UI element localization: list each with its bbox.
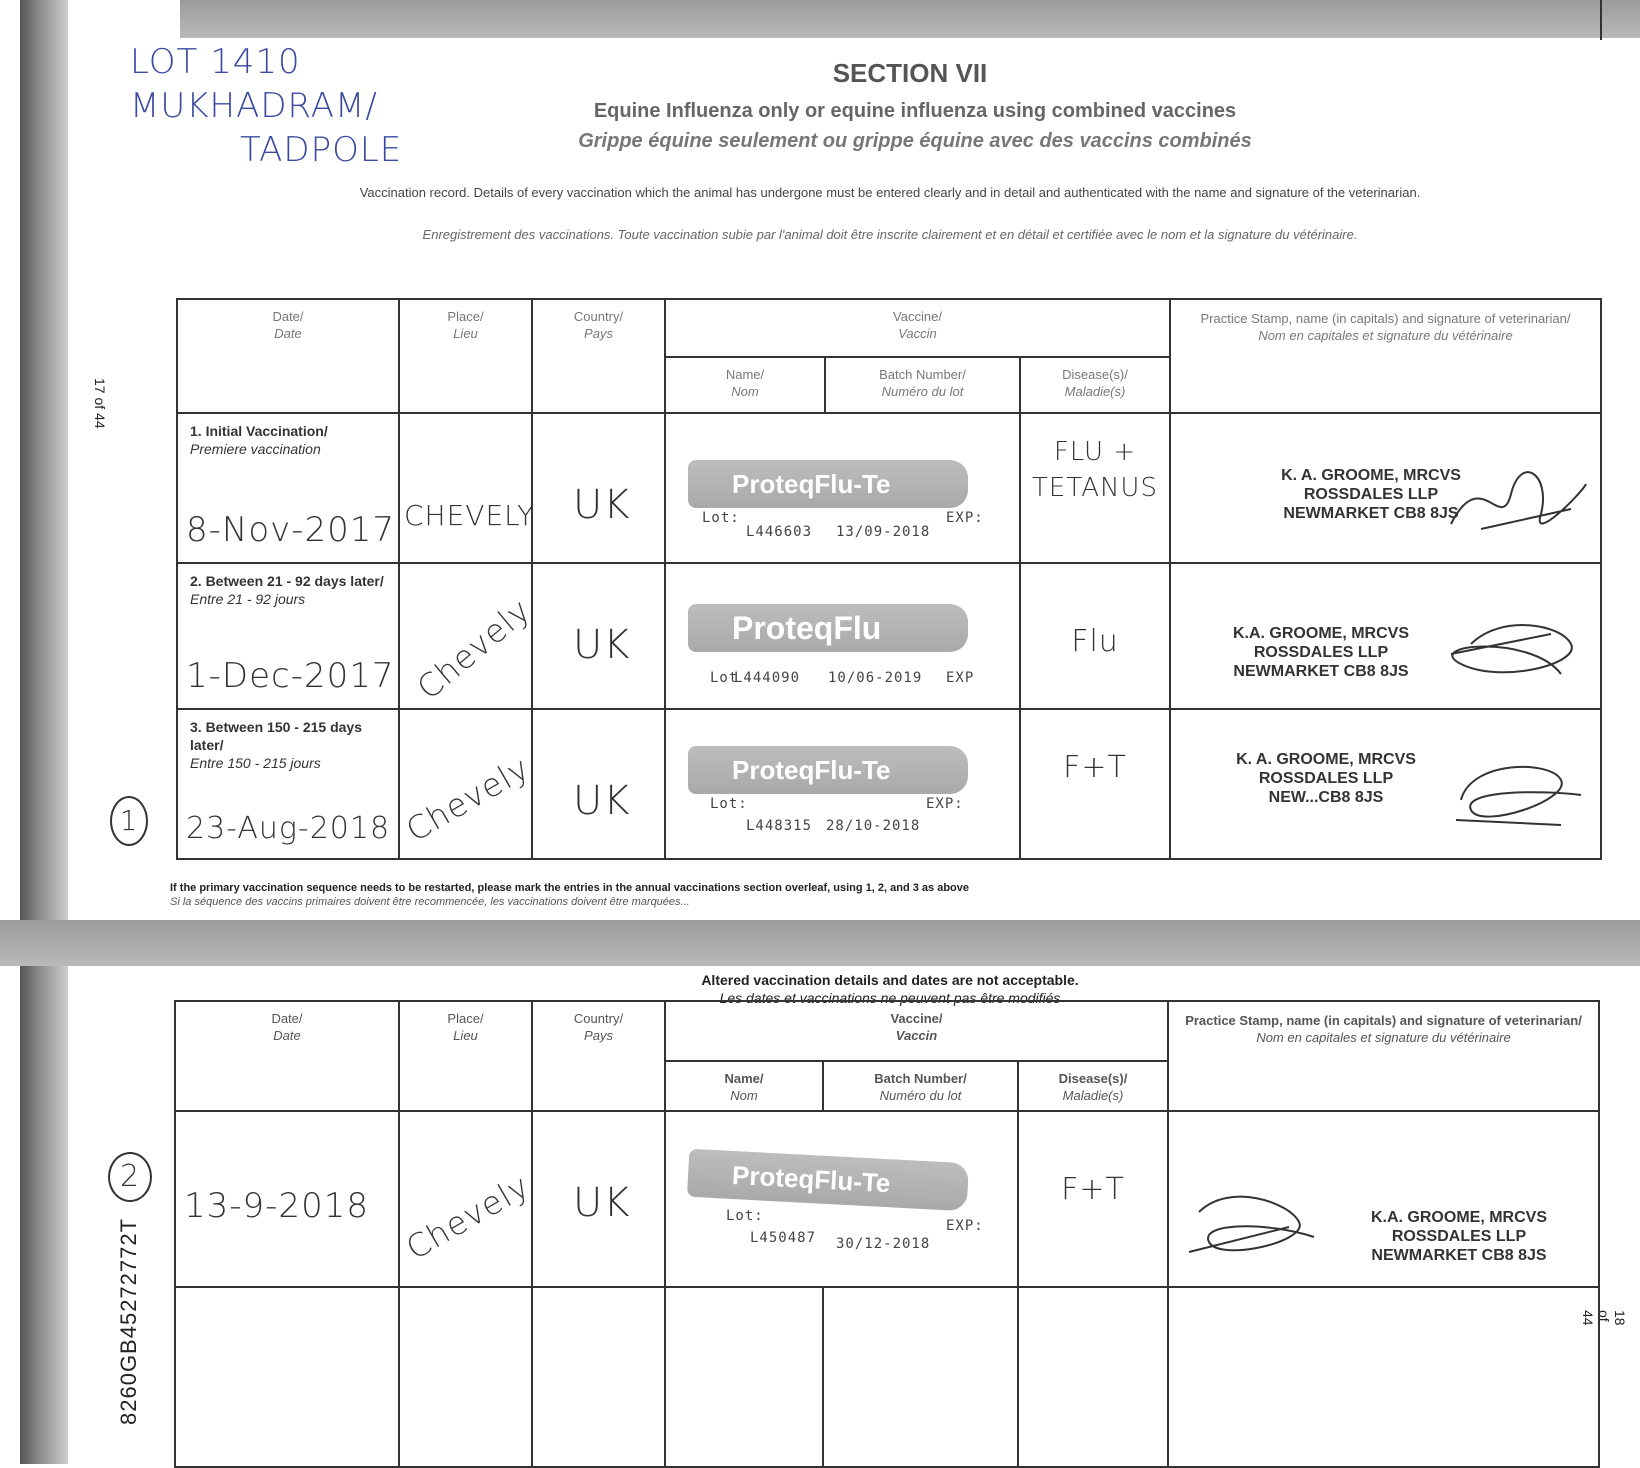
annual-row-1-vaccine-label-cell: [665, 1111, 1018, 1287]
annual-notice-fr: Les dates et vaccinations ne peuvent pas être modifiés: [719, 990, 1061, 1006]
row-1-date: 8-Nov-2017: [186, 510, 396, 550]
annual-col-vaccine: Vaccine/: [890, 1011, 943, 1026]
annual-row-1-stamp-line-1: K.A. GROOME, MRCVS: [1370, 1209, 1547, 1226]
annual-row-1-date: 13-9-2018: [184, 1186, 369, 1226]
instructions-en: Vaccination record. Details of every vaccination which the animal has undergone must be entered clearly and in detail and authenticated with the name and signature of the veterinarian.: [359, 185, 1421, 200]
row-2-stamp-line-2: ROSSDALES LLP: [1253, 644, 1389, 661]
col-batch: Batch Number/: [879, 367, 966, 382]
col-date-fr: Date: [274, 326, 302, 341]
annual-row-2-empty: [175, 1287, 1599, 1467]
col-vaccine: Vaccine/: [893, 309, 942, 324]
primary-vaccination-table: [176, 298, 1602, 860]
annual-col-practice-fr: Nom en capitales et signature du vétérinaire: [1256, 1030, 1511, 1045]
row-1-stamp-line-2: ROSSDALES LLP: [1303, 486, 1439, 503]
row-2-disease: Flu: [1071, 624, 1119, 659]
row-2-vaccine-name: ProteqFlu: [732, 610, 882, 646]
col-disease-fr: Maladie(s): [1064, 384, 1126, 399]
row-2-lot-prefix: Lot: [710, 670, 739, 686]
annual-col-vaccine-fr: Vaccin: [895, 1028, 938, 1043]
row-1-label: 1. Initial Vaccination/: [190, 423, 328, 439]
row-1-vaccine-name: ProteqFlu-Te: [732, 469, 891, 499]
col-date: Date/: [272, 309, 304, 324]
circle-marker-2-text: 2: [119, 1159, 141, 1194]
row-3-stamp-line-3: NEW...CB8 8JS: [1268, 789, 1384, 806]
row-3-vaccine-name: ProteqFlu-Te: [732, 755, 891, 785]
row-3-stamp-line-2: ROSSDALES LLP: [1258, 770, 1394, 787]
row-3-vaccine-label-cell: [665, 709, 1020, 859]
row-3-place: Chevely: [399, 748, 537, 850]
annual-row-1-exp-prefix: EXP:: [946, 1218, 984, 1234]
annual-notice-en: Altered vaccination details and dates are not acceptable.: [701, 972, 1079, 988]
row-2-place: Chevely: [409, 590, 539, 708]
row-3-expiry: 28/10-2018: [826, 818, 921, 834]
row-2-stamp-line-1: K.A. GROOME, MRCVS: [1232, 625, 1409, 642]
row-3-vaccine-sticker: [688, 746, 968, 794]
section-subtitle-en: Equine Influenza only or equine influenza using combined vaccines: [593, 100, 1237, 122]
col-place-fr: Lieu: [453, 326, 478, 341]
col-country-fr: Pays: [584, 326, 613, 341]
annual-row-1-place: Chevely: [399, 1166, 537, 1268]
binding-shadow: [20, 0, 68, 1464]
annual-vaccination-table: [174, 1000, 1600, 1468]
row-2-label: 2. Between 21 - 92 days later/: [190, 573, 384, 589]
page-divider-line: [1600, 0, 1602, 40]
col-disease: Disease(s)/: [1062, 367, 1128, 382]
circle-marker-2: [108, 1152, 152, 1202]
row-1-lot-prefix: Lot:: [702, 510, 740, 526]
annual-col-date: Date/: [271, 1011, 303, 1026]
annual-col-batch-fr: Numéro du lot: [879, 1088, 962, 1103]
annual-row-1-disease: F+T: [1061, 1172, 1125, 1207]
annual-col-country: Country/: [573, 1011, 624, 1026]
row-2-stamp: [1201, 624, 1441, 681]
top-header-band: [180, 0, 1640, 38]
col-country: Country/: [573, 309, 624, 324]
restart-note-en: If the primary vaccination sequence needs to be restarted, please mark the entries in the annual vaccinations section overleaf, using 1, 2, and 3 as above: [170, 882, 970, 894]
primary-row-3: [177, 709, 1601, 859]
annual-col-disease-fr: Maladie(s): [1062, 1088, 1124, 1103]
restart-note-fr: Si la séquence des vaccins primaires doivent être recommencée, les vaccinations doivent être marquées...: [170, 896, 690, 908]
annual-col-name-fr: Nom: [730, 1088, 758, 1103]
handwritten-lot-note: [130, 40, 402, 172]
primary-row-1: [177, 413, 1601, 563]
page-number-left: 17 of 44: [92, 378, 108, 429]
primary-row-2: [177, 563, 1601, 709]
page-number-right: 18 of 44: [1580, 1310, 1628, 1326]
col-batch-fr: Numéro du lot: [881, 384, 964, 399]
row-3-signature: [1441, 750, 1591, 840]
annual-col-country-fr: Pays: [584, 1028, 613, 1043]
row-2-expiry: 10/06-2019: [828, 670, 923, 686]
row-3-exp-prefix: EXP:: [926, 796, 964, 812]
annual-row-1-vaccine-name: ProteqFlu-Te: [731, 1159, 892, 1199]
row-2-vaccine-label-cell: [665, 563, 1020, 709]
row-3-batch: L448315: [746, 818, 813, 834]
row-1-expiry: 13/09-2018: [836, 524, 931, 540]
row-2-batch: L444090: [734, 670, 801, 686]
row-3-date: 23-Aug-2018: [186, 811, 391, 846]
circle-marker-1: [110, 796, 148, 846]
note-line-1: LOT 1410: [130, 42, 301, 82]
row-3-stamp: [1211, 750, 1441, 807]
annual-col-practice: Practice Stamp, name (in capitals) and signature of veterinarian/: [1185, 1013, 1582, 1028]
annual-col-batch: Batch Number/: [874, 1071, 967, 1086]
annual-row-1-country: UK: [573, 1180, 631, 1226]
passport-number: 8260GB45272772T: [116, 1217, 141, 1425]
annual-row-1-lot-prefix: Lot:: [726, 1208, 764, 1224]
row-2-signature: [1441, 604, 1591, 694]
instructions-fr: Enregistrement des vaccinations. Toute vaccination subie par l'animal doit être inscrite clairement et en détail et certifiée avec le nom et la signature du vétérinaire.: [422, 227, 1358, 242]
note-line-3: TADPOLE: [240, 130, 403, 170]
row-1-batch: L446603: [746, 524, 813, 540]
col-vaccine-fr: Vaccin: [898, 326, 937, 341]
annual-row-1-stamp-line-2: ROSSDALES LLP: [1391, 1228, 1527, 1245]
col-practice: Practice Stamp, name (in capitals) and signature of veterinarian/: [1200, 311, 1571, 326]
annual-row-1-stamp-line-3: NEWMARKET CB8 8JS: [1371, 1247, 1547, 1264]
row-2-date: 1-Dec-2017: [186, 656, 395, 696]
section-title: SECTION VII: [832, 58, 988, 88]
row-2-label-fr: Entre 21 - 92 jours: [190, 591, 306, 607]
row-3-country: UK: [573, 778, 631, 824]
row-1-place: CHEVELY: [404, 499, 536, 532]
annual-col-place: Place/: [447, 1011, 484, 1026]
annual-row-1-signature: [1179, 1182, 1319, 1272]
row-1-exp-prefix: EXP:: [946, 510, 984, 526]
col-name-fr: Nom: [731, 384, 759, 399]
row-1-stamp-line-3: NEWMARKET CB8 8JS: [1283, 505, 1459, 522]
middle-header-band: [0, 920, 1640, 966]
annual-col-place-fr: Lieu: [453, 1028, 478, 1043]
annual-row-1-expiry: 30/12-2018: [836, 1236, 931, 1252]
row-1-country: UK: [573, 482, 631, 528]
annual-row-1-stamp: [1339, 1208, 1579, 1265]
row-1-vaccine-label-cell: [665, 413, 1020, 563]
row-3-lot-prefix: Lot:: [710, 796, 748, 812]
annual-col-name: Name/: [724, 1071, 764, 1086]
row-3-disease: F+T: [1063, 750, 1127, 785]
col-practice-fr: Nom en capitales et signature du vétérinaire: [1258, 328, 1513, 343]
row-3-stamp-line-1: K. A. GROOME, MRCVS: [1236, 751, 1416, 768]
annual-col-disease: Disease(s)/: [1058, 1071, 1128, 1086]
annual-row-1: [175, 1111, 1599, 1287]
row-3-label: 3. Between 150 - 215 days later/: [190, 719, 362, 753]
col-place: Place/: [447, 309, 484, 324]
row-1-disease: FLU + TETANUS: [1032, 437, 1158, 503]
section-subtitle-fr: Grippe équine seulement ou grippe équine avec des vaccins combinés: [578, 130, 1252, 152]
annual-row-1-batch: L450487: [750, 1230, 817, 1246]
row-2-stamp-line-3: NEWMARKET CB8 8JS: [1233, 663, 1409, 680]
row-2-country: UK: [573, 622, 631, 668]
annual-col-date-fr: Date: [273, 1028, 301, 1043]
circle-marker-1-text: 1: [119, 804, 139, 837]
note-line-2: MUKHADRAM/: [130, 86, 378, 126]
row-2-vaccine-sticker: [688, 604, 968, 652]
row-2-exp-prefix: EXP: [946, 670, 975, 686]
row-1-label-fr: Premiere vaccination: [190, 441, 321, 457]
col-name: Name/: [725, 367, 765, 382]
row-1-stamp-line-1: K. A. GROOME, MRCVS: [1281, 467, 1461, 484]
annual-row-1-vaccine-sticker: [687, 1149, 969, 1212]
row-3-label-fr: Entre 150 - 215 jours: [190, 755, 321, 771]
row-1-signature: [1441, 454, 1591, 544]
row-1-vaccine-sticker: [688, 460, 968, 508]
